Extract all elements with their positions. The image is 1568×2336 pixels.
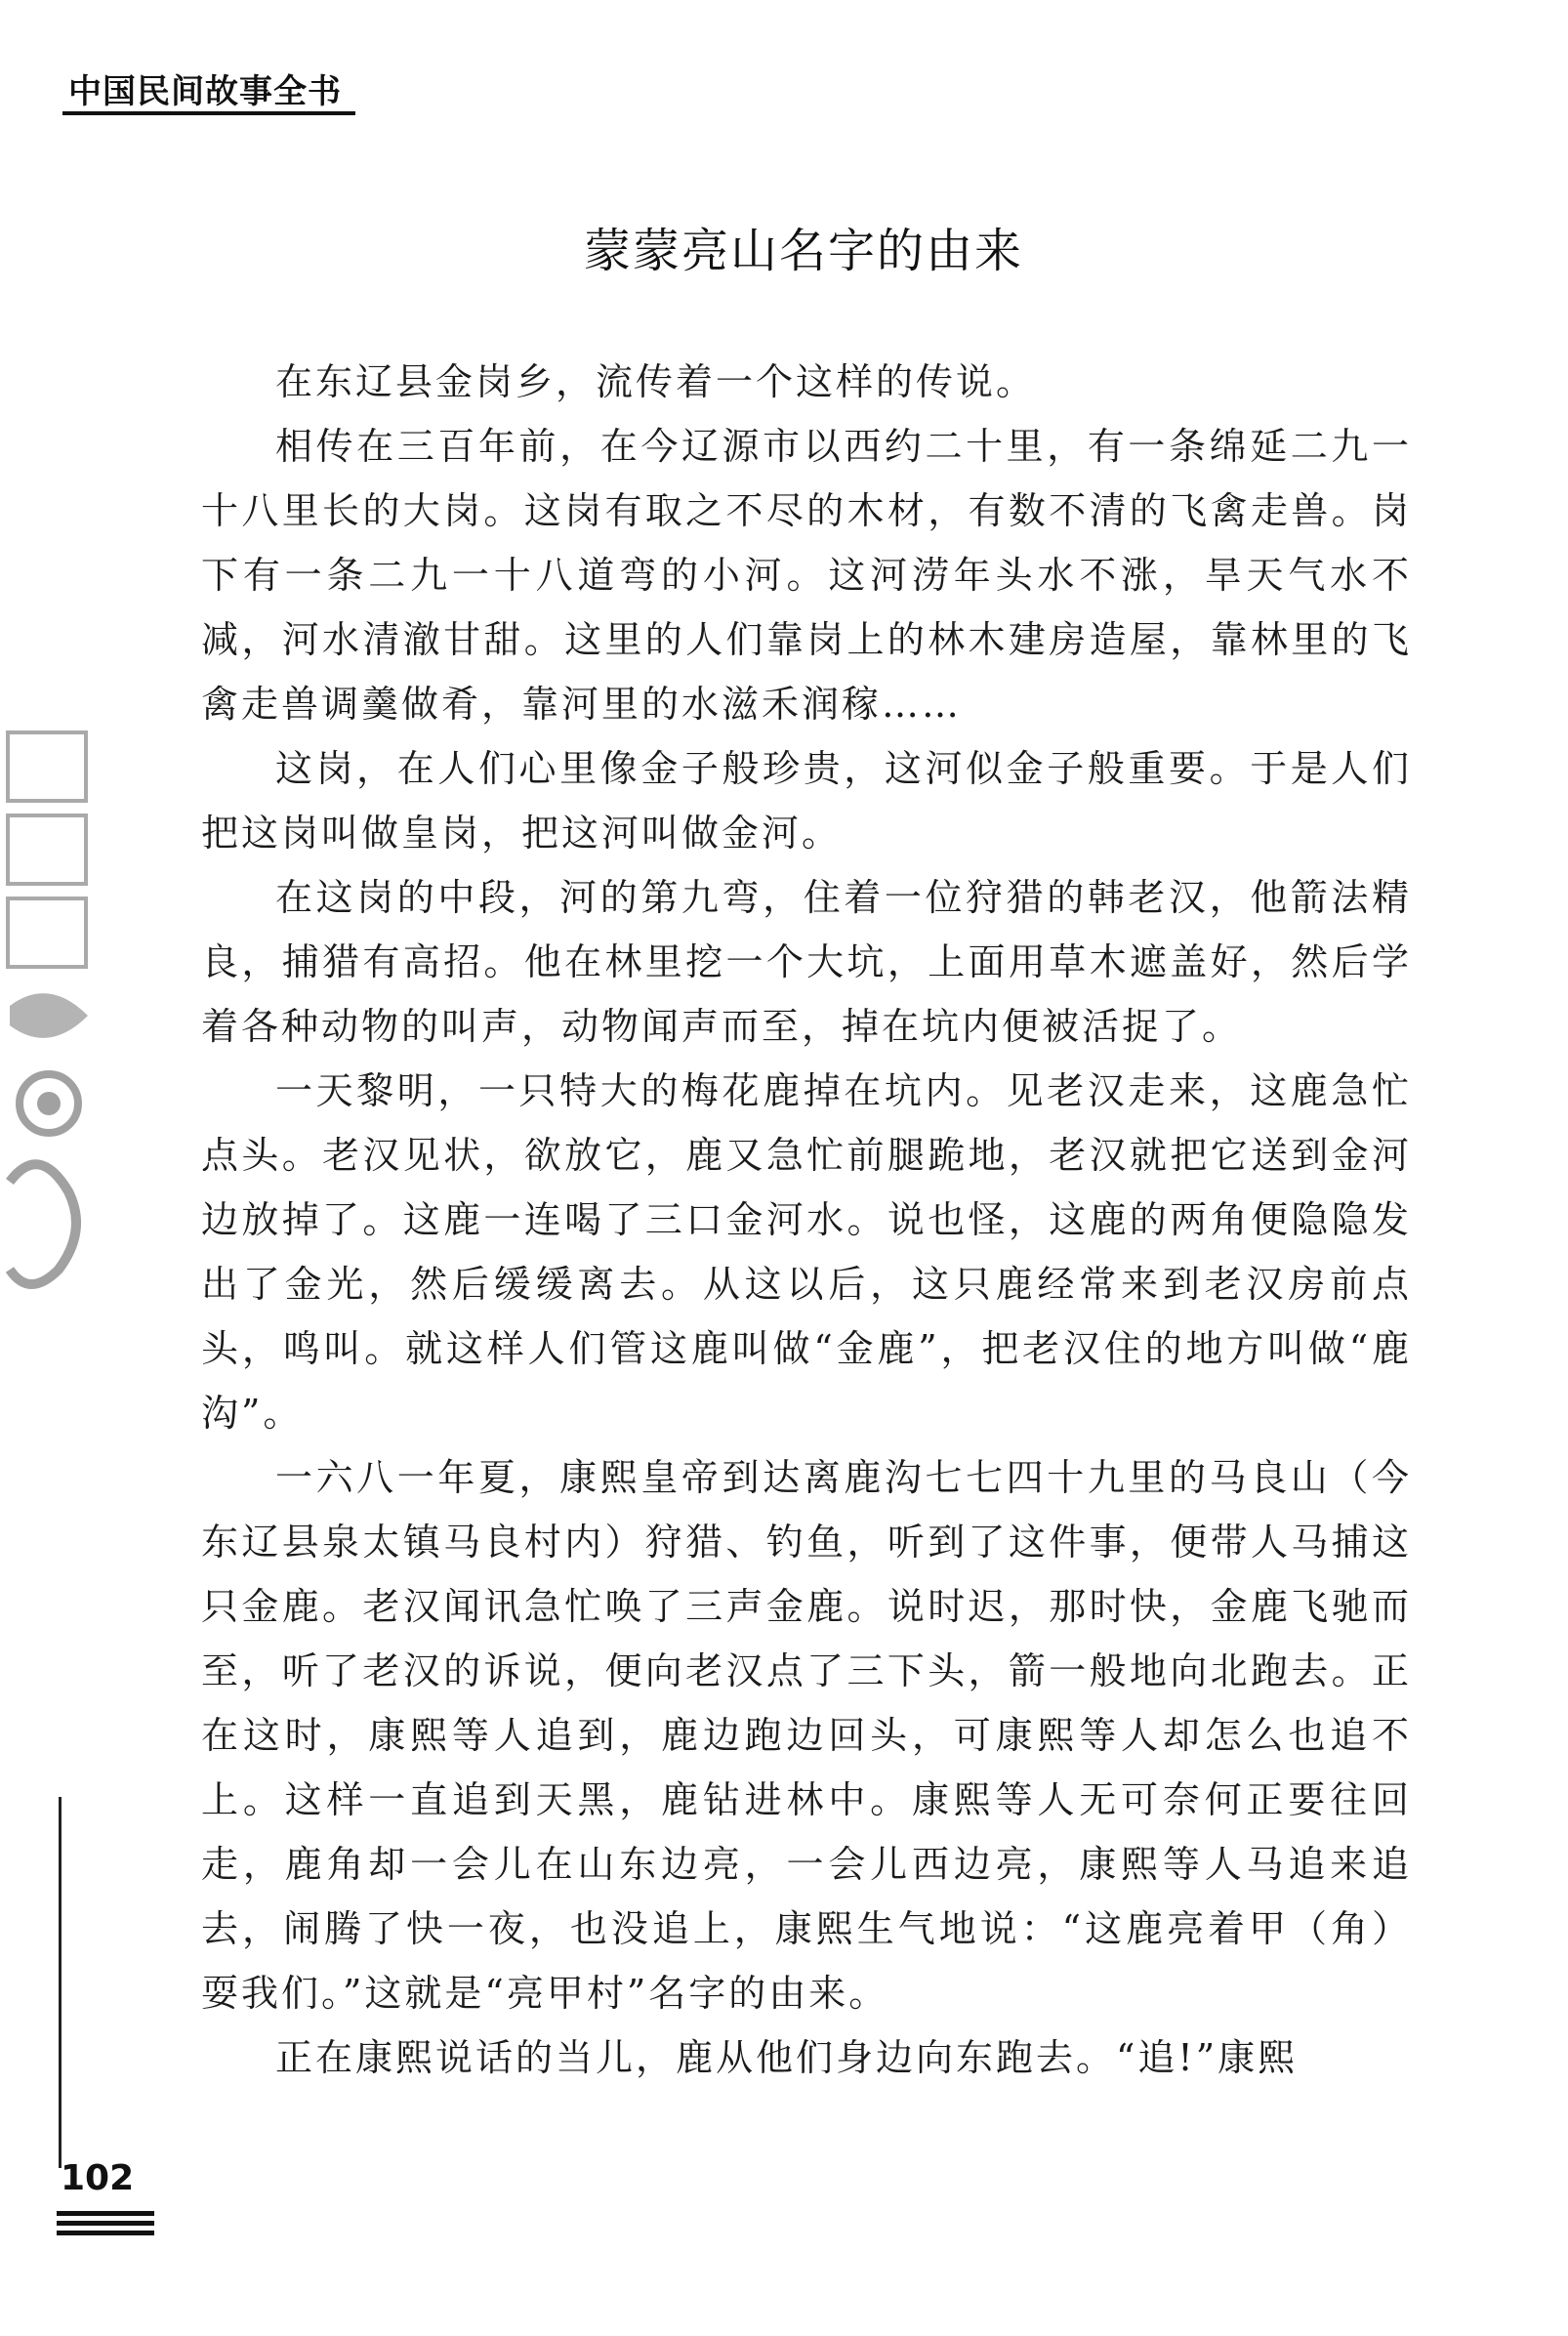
paragraph: 这岗，在人们心里像金子般珍贵，这河似金子般重要。于是人们把这岗叫做皇岗，把这河叫做金河。 [201, 747, 1412, 855]
margin-rule [59, 1797, 62, 2168]
article-title: 蒙蒙亮山名字的由来 [583, 224, 1023, 278]
paragraph: 在这岗的中段，河的第九弯，住着一位狩猎的韩老汉，他箭法精良，捕猎有高招。他在林里挖一个大坑，上面用草木遮盖好，然后学着各种动物的叫声，动物闻声而至，掉在坑内便被活捉了。 [201, 876, 1412, 1048]
folio-bars [57, 2211, 154, 2240]
article-body [201, 350, 1412, 2090]
header-rule [62, 111, 355, 115]
side-decoration-image [0, 723, 98, 1309]
paragraph: 相传在三百年前，在今辽源市以西约二十里，有一条绵延二九一十八里长的大岗。这岗有取之不尽的木材，有数不清的飞禽走兽。岗下有一条二九一十八道弯的小河。这河涝年头水不涨，旱天气水不减，河水清澈甘甜。这里的人们靠岗上的林木建房造屋，靠林里的飞禽走兽调羹做肴，靠河里的水滋禾润稼…… [201, 425, 1412, 726]
paragraph: 正在康熙说话的当儿，鹿从他们身边向东跑去。“追!”康熙 [275, 2036, 1299, 2079]
running-header: 中国民间故事全书 [68, 72, 342, 111]
paragraph: 一六八一年夏，康熙皇帝到达离鹿沟七七四十九里的马良山（今东辽县泉太镇马良村内）狩猎、钓鱼，听到了这件事，便带人马捕这只金鹿。老汉闻讯急忙唤了三声金鹿。说时迟，那时快，金鹿飞驰而至，听了老汉的诉说，便向老汉点了三下头，箭一般地向北跑去。正在这时，康熙等人追到，鹿边跑边回头，可康熙等人却怎么也追不上。这样一直追到天黑，鹿钻进林中。康熙等人无可奈何正要往回走，鹿角却一会儿在山东边亮，一会儿西边亮，康熙等人马追来追去，闹腾了快一夜，也没追上，康熙生气地说：“这鹿亮着甲（角）耍我们。”这就是“亮甲村”名字的由来。 [201, 1456, 1412, 2015]
paragraph: 在东辽县金岗乡，流传着一个这样的传说。 [275, 360, 1037, 403]
paragraph: 一天黎明，一只特大的梅花鹿掉在坑内。见老汉走来，这鹿急忙点头。老汉见状，欲放它，鹿又急忙前腿跪地，老汉就把它送到金河边放掉了。这鹿一连喝了三口金河水。说也怪，这鹿的两角便隐隐发出了金光，然后缓缓离去。从这以后，这只鹿经常来到老汉房前点头，鸣叫。就这样人们管这鹿叫做“金鹿”，把老汉住的地方叫做“鹿沟”。 [201, 1069, 1412, 1435]
page-number: 102 [61, 2158, 135, 2198]
